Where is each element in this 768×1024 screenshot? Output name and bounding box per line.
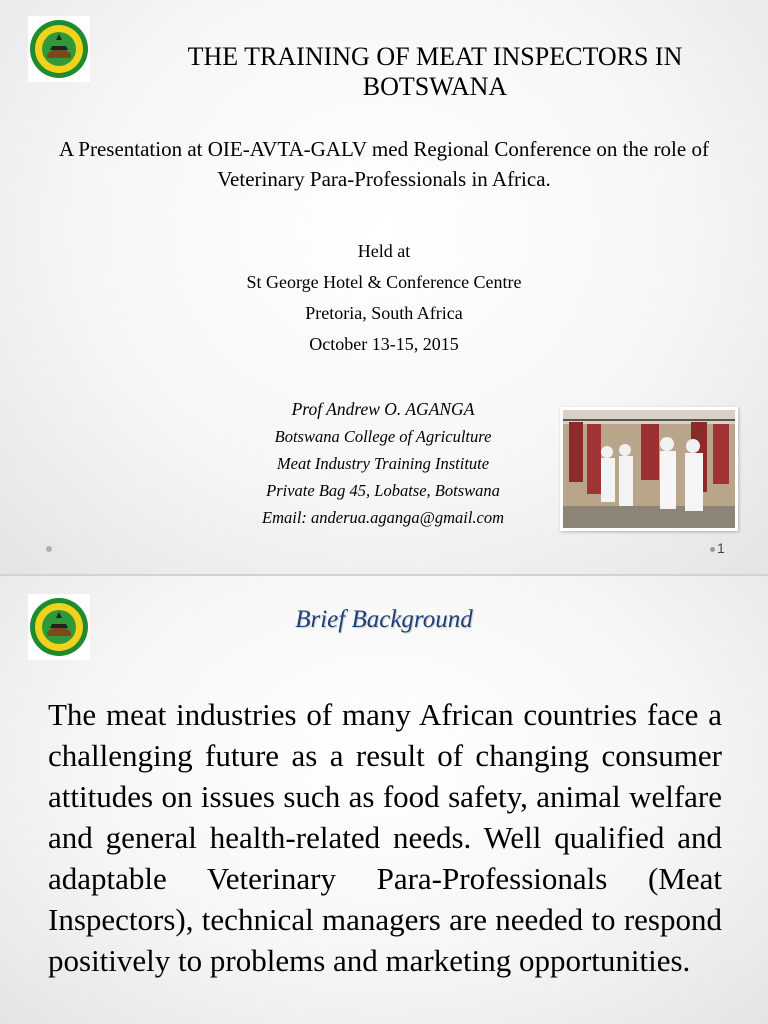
slide-brief-background bbox=[0, 576, 768, 1024]
author-line: Botswana College of Agriculture bbox=[274, 427, 492, 446]
page-number-label: 1 bbox=[717, 540, 725, 556]
venue-block bbox=[0, 236, 768, 360]
presentation-title: THE TRAINING OF MEAT INSPECTORS IN BOTSWANA bbox=[187, 42, 683, 101]
author-block bbox=[200, 396, 566, 531]
venue-line: St George Hotel & Conference Centre bbox=[246, 272, 522, 292]
venue-line: Pretoria, South Africa bbox=[305, 303, 463, 323]
author-line: Private Bag 45, Lobatse, Botswana bbox=[266, 481, 500, 500]
slide-bullet-icon bbox=[46, 546, 52, 552]
background-paragraph: The meat industries of many African countries face a challenging future as a result of changing consumer attitudes on issues such as food safety, animal welfare and general health-related needs. Well qualified and adaptable Veterinary Para-Professionals (Meat Inspectors), technical managers are needed to respond positively to problems and marketing opportunities. bbox=[48, 697, 722, 978]
venue-line: October 13-15, 2015 bbox=[309, 334, 459, 354]
author-line: Meat Industry Training Institute bbox=[276, 454, 490, 473]
author-email: Email: anderua.aganga@gmail.com bbox=[261, 508, 505, 527]
meat-inspectors-photo bbox=[560, 407, 738, 531]
author-name: Prof Andrew O. AGANGA bbox=[291, 399, 475, 419]
presentation-subtitle: A Presentation at OIE-AVTA-GALV med Regional Conference on the role of Veterinary Para-Professionals in Africa. bbox=[59, 137, 709, 191]
page-number bbox=[710, 540, 725, 556]
college-crest-icon bbox=[28, 16, 90, 82]
venue-line: Held at bbox=[357, 241, 411, 261]
slide-heading: Brief Background bbox=[295, 606, 473, 633]
